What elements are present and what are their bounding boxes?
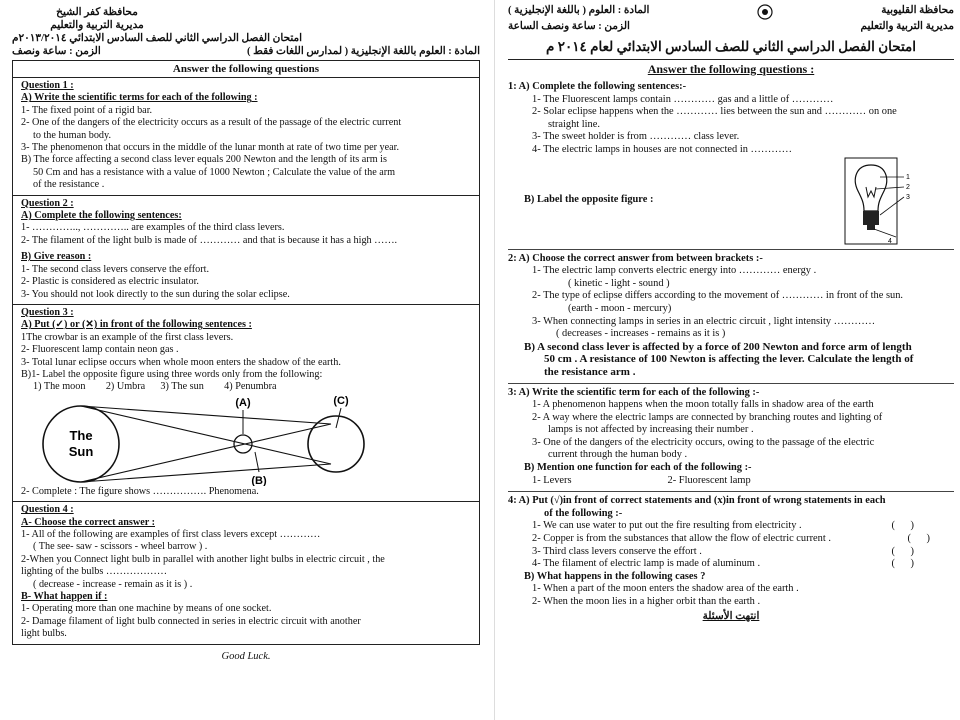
q1-line-3: 3- The phenomenon that occurs in the middle of the lunar month at rate of two time per year. — [21, 142, 400, 154]
r-q4-b-heading: B) What happens in the following cases ? — [524, 570, 706, 582]
r-q1-b-heading: B) Label the opposite figure : — [524, 194, 654, 206]
r-q2-a-heading: 2: A) Choose the correct answer from between brackets :- — [508, 252, 763, 264]
lamp-label-4: 4 — [888, 237, 892, 245]
lamp-label-1: 1 — [906, 173, 910, 181]
q3-b-heading: B)1- Label the opposite figure using three words only from the following: — [21, 368, 323, 380]
left-header-time: الزمن : ساعة ونصف — [12, 46, 101, 57]
bulb-filament — [866, 187, 876, 197]
q3-b-options: 1) The moon 2) Umbra 3) The sun 4) Penumbra — [33, 381, 277, 393]
left-header-directorate: مديرية التربية والتعليم — [50, 20, 144, 31]
right-header-row-1 — [508, 4, 954, 20]
q2-b-heading: B) Give reason : — [21, 251, 92, 263]
left-exam — [12, 6, 480, 716]
center-divider — [494, 0, 495, 720]
r-q2-b-line-2: 50 cm . A resistance of 100 Newton is affecting the lever. Calculate the length of — [544, 353, 914, 366]
r-q3-b-heading: B) Mention one function for each of the following :- — [524, 462, 752, 474]
q4-what-2: 2- Damage filament of light bulb connected in series in electric circuit with another — [21, 615, 361, 627]
q4-a-heading: A- Choose the correct answer : — [21, 516, 156, 528]
right-header-directorate: مديرية التربية والتعليم — [860, 21, 954, 32]
left-header-governorate: محافظة كفر الشيخ — [56, 7, 138, 18]
r-q2-line-3-options: ( decreases - increases - remains as it is ) — [556, 328, 726, 340]
r-q4-what-2: 2- When the moon lies in a higher orbit than the earth . — [532, 596, 761, 607]
q4-title: Question 4 : — [21, 504, 74, 516]
q4-line-2: 2-When you Connect light bulb in parallel with another light bulbs in electric circuit , the — [21, 553, 385, 565]
q1-title: Question 1 : — [21, 80, 74, 91]
r-q4-what-1: 1- When a part of the moon enters the shadow area of the earth . — [532, 583, 799, 595]
left-header-subject: المادة : العلوم باللغة الإنجليزية ( لمدارس اللغات فقط ) — [247, 46, 480, 57]
lamp-figure-frame — [845, 158, 897, 244]
right-title: امتحان الفصل الدراسي الثاني للصف السادس الابتدائي لعام ٢٠١٤ م — [545, 39, 917, 54]
bulb-tip — [867, 225, 875, 230]
label-a: (A) — [235, 396, 251, 409]
r-q1-line-2b: straight line. — [548, 118, 600, 130]
r-q3-line-3: 3- One of the dangers of the electricity occurs, owing to the passage of the electric — [532, 436, 875, 448]
q1-b-line-2: 50 Cm and has a resistance with a value of 1000 Newton ; Calculate the value of the arm — [33, 166, 396, 178]
r-q3-a-heading: 3: A) Write the scientific term for each of the following :- — [508, 386, 760, 398]
right-header-governorate: محافظة القليوبية — [881, 5, 954, 16]
left-banner: Answer the following questions — [13, 61, 479, 78]
left-question-3 — [13, 305, 479, 502]
r-q4-line-3: 3- Third class levers conserve the effort . — [532, 545, 702, 557]
r-q4-a-heading: 4: A) Put (√)in front of correct statements and (x)in front of wrong statements in each — [508, 495, 886, 507]
q4-line-1-options: ( The see- saw - scissors - wheel barrow ) . — [33, 541, 208, 553]
r-q1-line-3: 3- The sweet holder is from ………… class lever. — [532, 131, 740, 143]
label-c: (C) — [333, 394, 349, 407]
q1-a-heading: A) Write the scientific terms for each of the following : — [21, 92, 258, 104]
right-question-3 — [508, 387, 954, 488]
r-q2-b-line-1: B) A second class lever is affected by a force of 200 Newton and force arm of length — [524, 340, 912, 353]
r-q1-a-heading: 1: A) Complete the following sentences:- — [508, 81, 687, 92]
r-q3-line-3b: current through the human body . — [548, 449, 688, 461]
right-question-2 — [508, 253, 954, 379]
r-q4-answer-3[interactable]: ( ) — [891, 545, 914, 557]
q4-line-2b: lighting of the bulbs ……………… — [21, 566, 168, 578]
q3-title: Question 3 : — [21, 306, 74, 318]
r-q2-line-1-options: ( kinetic - light - sound ) — [568, 277, 670, 289]
r-q3-line-1: 1- A phenomenon happens when the moon totally falls in shadow area of the earth — [532, 399, 874, 411]
q2-line-2: 2- The filament of the light bulb is made of ………… and that is because it has a high ……. — [21, 234, 398, 246]
r-end-of-questions: انتهت الأسئلة — [702, 610, 760, 622]
r-q4-answer-1[interactable]: ( ) — [891, 520, 914, 532]
r-q4-line-4-row — [508, 558, 954, 571]
r-q4-line-2-row — [508, 533, 954, 546]
left-footer: Good Luck. — [221, 650, 271, 662]
right-header-subject: المادة : العلوم ( باللغة الإنجليزية ) — [508, 5, 650, 16]
r-q4-line-1-row — [508, 520, 954, 533]
q4-what-2b: light bulbs. — [21, 628, 67, 640]
q2-line-1: 1- ………….., ………….. are examples of the third class levers. — [21, 222, 285, 234]
q3-line-2: 2- Fluorescent lamp contain neon gas . — [21, 344, 179, 356]
q4-b-heading: B- What happen if : — [21, 591, 108, 602]
lamp-label-2: 2 — [906, 183, 910, 191]
r-q1-line-1: 1- The Fluorescent lamps contain ………… gas and a little of ………… — [532, 93, 834, 105]
right-question-4 — [508, 495, 954, 623]
r-q4-answer-4[interactable]: ( ) — [891, 558, 914, 570]
q2-title: Question 2 : — [21, 197, 74, 209]
r-q2-line-2: 2- The type of eclipse differs according to the movement of ………… in front of the sun. — [532, 290, 903, 302]
r-q2-b-line-3: the resistance arm . — [544, 365, 636, 378]
right-header-time: الزمن : ساعة ونصف الساعة — [508, 21, 630, 32]
right-question-1 — [508, 81, 954, 245]
q1-line-2: 2- One of the dangers of the electricity occurs as a result of the passage of the electric current — [21, 117, 402, 129]
left-question-2 — [13, 196, 479, 305]
r-q4-line-2: 2- Copper is from the substances that allow the flow of electric current . — [532, 533, 831, 545]
r-q1-line-2: 2- Solar eclipse happens when the ………… lies between the sun and ………… on one — [532, 106, 897, 118]
q2-reason-3: 3- You should not look directly to the sun during the solar eclipse. — [21, 288, 290, 300]
q1-b-line-3: of the resistance . — [33, 179, 105, 191]
left-header-info — [12, 45, 480, 58]
q3-line-3: 3- Total lunar eclipse occurs when whole moon enters the shadow of the earth. — [21, 356, 341, 368]
lamp-figure — [844, 157, 914, 245]
r-q3-line-2: 2- A way where the electric lamps are connected by branching routes and lighting of — [532, 411, 883, 423]
q3-a-heading: A) Put (✓) or (✕) in front of the following sentences : — [21, 319, 252, 331]
right-exam — [508, 4, 954, 716]
r-q4-line-4: 4- The filament of electric lamp is made of aluminum . — [532, 558, 761, 570]
r-q3-b-options — [508, 475, 954, 488]
bulb-base — [863, 211, 879, 225]
left-header-title: امتحان الفصل الدراسي الثاني للصف السادس الابتدائي ٢٠١٣/٢٠١٤م — [12, 33, 303, 44]
q4-what-1: 1- Operating more than one machine by means of one socket. — [21, 603, 272, 615]
arrow-c — [336, 408, 341, 428]
sun-label-1: The — [69, 427, 93, 443]
earth-circle — [308, 416, 364, 472]
right-separator-3 — [508, 491, 954, 492]
q2-reason-2: 2- Plastic is considered as electric insulator. — [21, 276, 199, 288]
r-q4-answer-2[interactable]: ( ) — [907, 533, 930, 545]
q4-line-2-options: ( decrease - increase - remain as it is ) . — [33, 578, 193, 590]
eclipse-figure — [31, 394, 471, 486]
q2-a-heading: A) Complete the following sentences: — [21, 210, 182, 222]
r-q4-line-1: 1- We can use water to put out the fire resulting from electricity . — [532, 520, 802, 532]
r-q4-a-heading-2: of the following :- — [544, 507, 623, 519]
left-question-1 — [13, 78, 479, 196]
r-q2-line-1: 1- The electric lamp converts electric energy into ………… energy . — [532, 265, 817, 277]
label-b: (B) — [251, 474, 267, 486]
right-separator-1 — [508, 249, 954, 250]
q1-line-1: 1- The fixed point of a rigid bar. — [21, 104, 153, 116]
r-q3-line-2b: lamps is not affected by increasing their number . — [548, 424, 754, 436]
right-divider — [508, 59, 954, 60]
sun-label-2: Sun — [68, 443, 94, 459]
r-q2-line-3: 3- When connecting lamps in series in an electric circuit , light intensity ………… — [532, 315, 876, 327]
q1-b-line-1: B) The force affecting a second class lever equals 200 Newton and the length of its arm is — [21, 154, 387, 166]
r-q1-line-4: 4- The electric lamps in houses are not connected in ………… — [532, 143, 793, 155]
q3-complete: 2- Complete : The figure shows ……………. Phenomena. — [21, 485, 259, 497]
q4-line-1: 1- All of the following are examples of first class levers except ………… — [21, 528, 321, 540]
lamp-label-3: 3 — [906, 193, 910, 201]
r-q4-line-3-row — [508, 546, 954, 559]
r-q3-b-option-2: 2- Fluorescent lamp — [667, 474, 751, 486]
right-subtitle: Answer the following questions : — [647, 62, 815, 76]
bulb-glass — [855, 165, 886, 211]
r-q2-line-2-options: (earth - moon - mercury) — [568, 302, 672, 314]
right-header-row-2 — [508, 20, 954, 33]
left-header-block — [12, 6, 182, 32]
q1-line-2b: to the human body. — [33, 129, 111, 141]
q2-reason-1: 1- The second class levers conserve the effort. — [21, 263, 210, 275]
q3-line-1: 1The crowbar is an example of the first class levers. — [21, 331, 234, 343]
right-separator-2 — [508, 383, 954, 384]
left-questions-box — [12, 60, 480, 645]
r-q3-b-option-1: 1- Levers — [532, 474, 572, 486]
left-question-4 — [13, 502, 479, 644]
ministry-logo-icon — [757, 4, 773, 20]
